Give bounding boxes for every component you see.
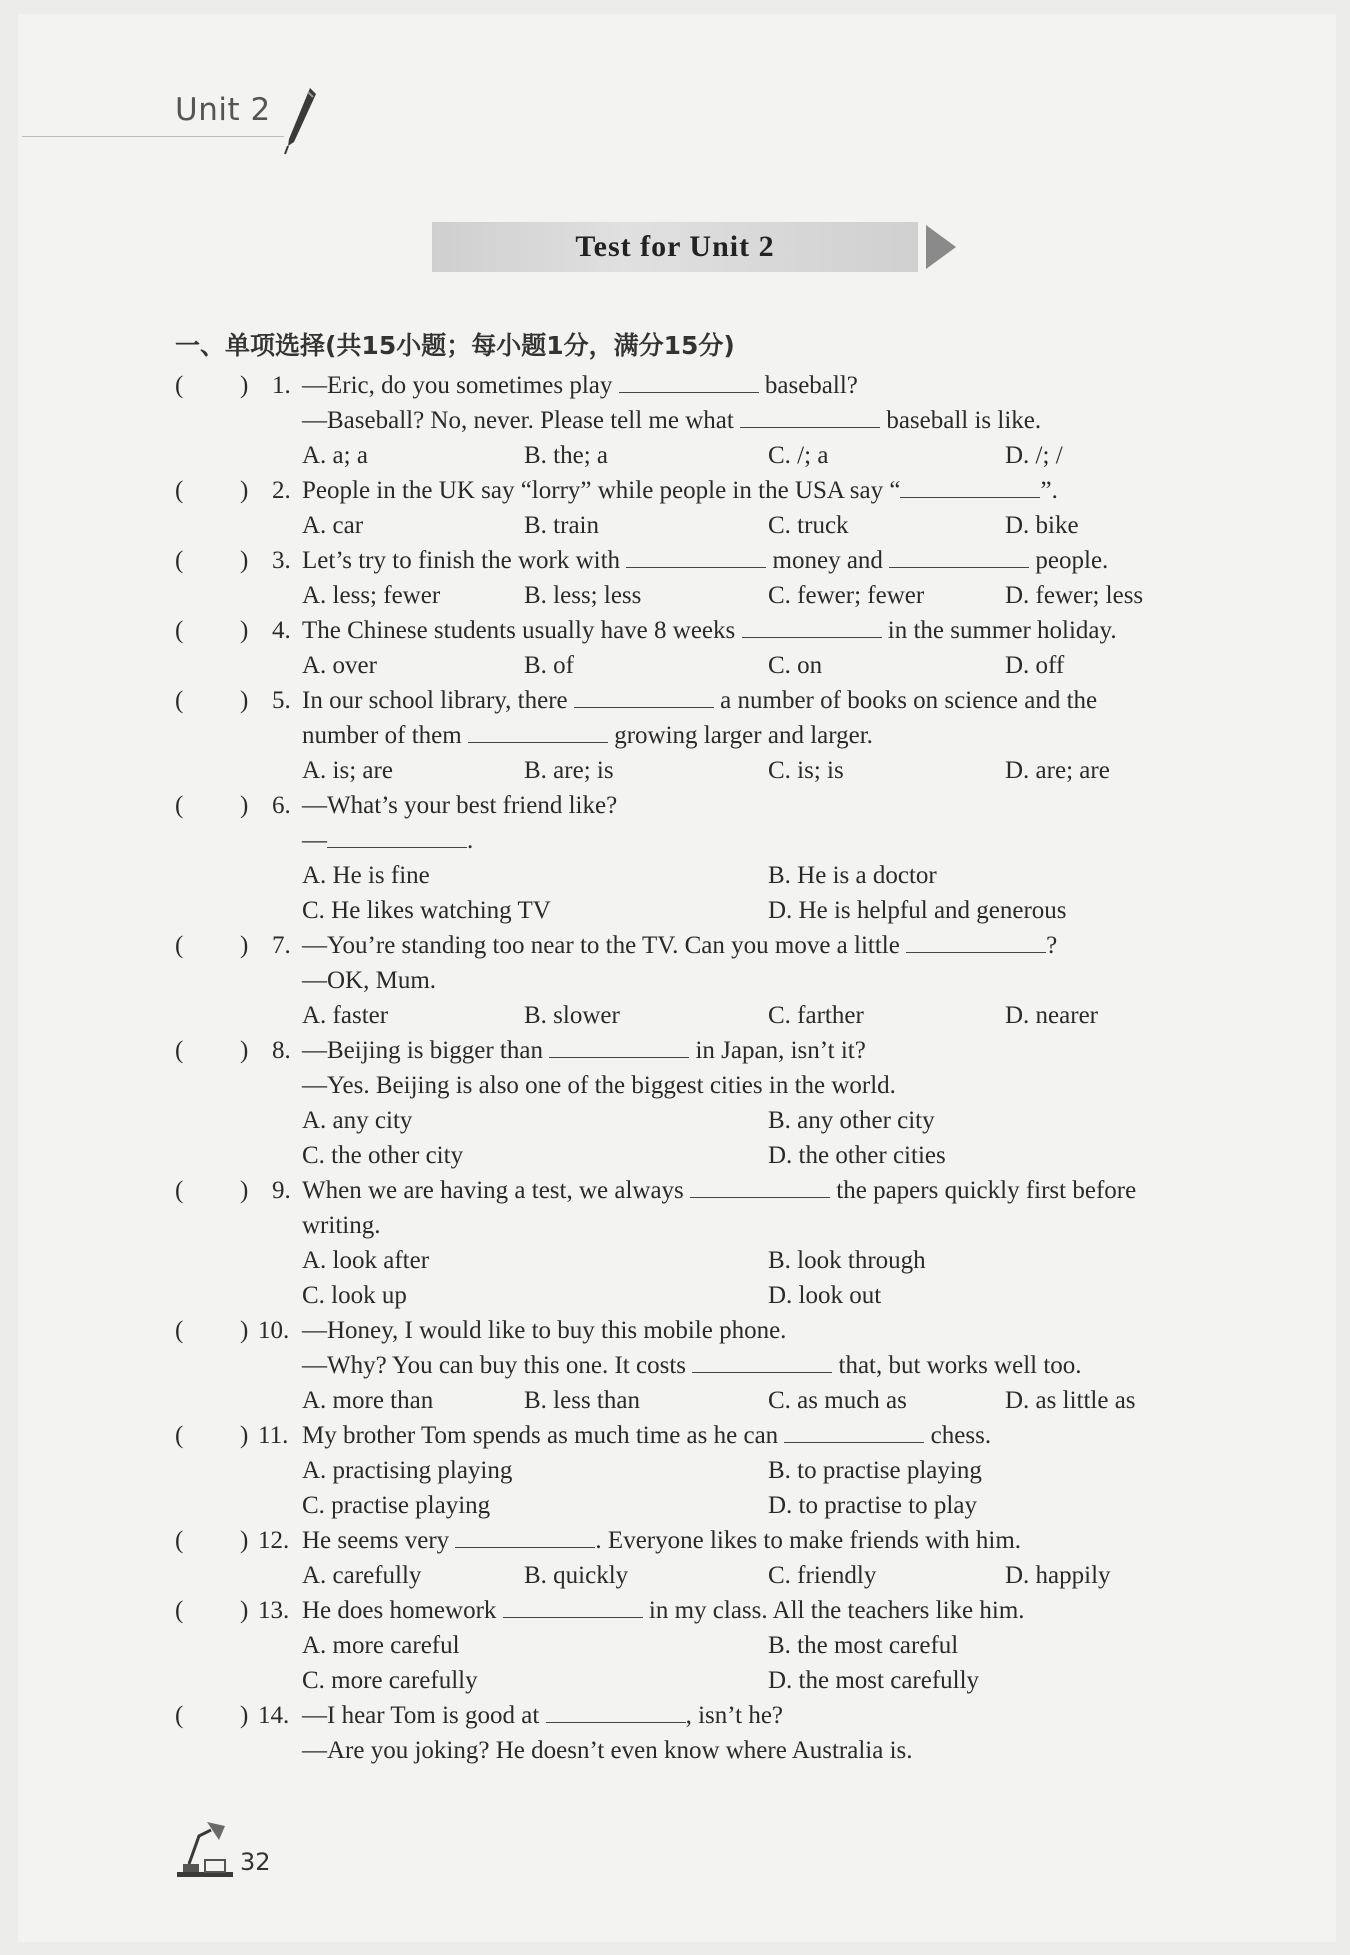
option-a[interactable]: A. a; a [302,442,368,469]
option-a[interactable]: A. practising playing [302,1457,513,1484]
option-c[interactable]: C. farther [768,1002,864,1029]
question-number: 1. [272,372,291,399]
option-a[interactable]: A. more careful [302,1632,460,1659]
question-number: 6. [272,792,291,819]
option-c[interactable]: C. He likes watching TV [302,897,551,924]
option-b[interactable]: B. quickly [524,1562,629,1589]
option-d[interactable]: D. fewer; less [1005,582,1144,609]
answer-blank[interactable] [784,1418,924,1443]
question-text: —Baseball? No, never. Please tell me what baseball is like. [302,403,1041,438]
question-text: —Beijing is bigger than in Japan, isn’t it? [302,1033,866,1068]
option-b[interactable]: B. train [524,512,599,539]
answer-blank[interactable] [690,1173,830,1198]
option-a[interactable]: A. faster [302,1002,389,1029]
option-b[interactable]: B. of [524,652,574,679]
question-text: —I hear Tom is good at , isn’t he? [302,1698,783,1733]
unit-title: Unit 2 [175,92,271,128]
question-number: 8. [272,1037,291,1064]
answer-blank[interactable] [619,368,759,393]
option-a[interactable]: A. car [302,512,364,539]
question-number: 12. [258,1527,290,1554]
option-d[interactable]: D. look out [768,1282,882,1309]
header-rule [22,136,284,137]
option-c[interactable]: C. fewer; fewer [768,582,925,609]
question-text: My brother Tom spends as much time as he can chess. [302,1418,991,1453]
question-text: When we are having a test, we always the papers quickly first before [302,1173,1136,1208]
option-b[interactable]: B. are; is [524,757,614,784]
question-number: 14. [258,1702,290,1729]
answer-blank[interactable] [889,543,1029,568]
option-b[interactable]: B. to practise playing [768,1457,982,1484]
answer-blank[interactable] [549,1033,689,1058]
answer-blank[interactable] [468,718,608,743]
answer-blank[interactable] [503,1593,643,1618]
pen-icon [280,86,320,156]
answer-blank[interactable] [742,613,882,638]
option-d[interactable]: D. /; / [1005,442,1063,469]
option-b[interactable]: B. less than [524,1387,640,1414]
answer-blank[interactable] [327,823,467,848]
section-heading: 一、单项选择(共15小题；每小题1分，满分15分) [175,331,735,360]
desk-lamp-icon [175,1818,237,1880]
option-a[interactable]: A. over [302,652,377,679]
question-text: In our school library, there a number of books on science and the [302,683,1097,718]
question-text: —Yes. Beijing is also one of the biggest cities in the world. [302,1072,896,1099]
answer-blank[interactable] [626,543,766,568]
option-c[interactable]: C. more carefully [302,1667,478,1694]
question-number: 3. [272,547,291,574]
option-a[interactable]: A. is; are [302,757,393,784]
option-c[interactable]: C. truck [768,512,849,539]
option-c[interactable]: C. look up [302,1282,407,1309]
option-b[interactable]: B. the most careful [768,1632,959,1659]
test-title: Test for Unit 2 [575,230,775,263]
question-text: —What’s your best friend like? [302,792,618,819]
answer-blank[interactable] [546,1698,686,1723]
question-text: writing. [302,1212,381,1239]
question-text: —OK, Mum. [302,967,437,994]
question-number: 13. [258,1597,290,1624]
question-number: 5. [272,687,291,714]
option-d[interactable]: D. the most carefully [768,1667,980,1694]
question-number: 9. [272,1177,291,1204]
option-d[interactable]: D. off [1005,652,1065,679]
option-b[interactable]: B. He is a doctor [768,862,937,889]
option-c[interactable]: C. practise playing [302,1492,491,1519]
question-text: People in the UK say “lorry” while people in the USA say “ ”. [302,473,1058,508]
option-a[interactable]: A. He is fine [302,862,430,889]
question-number: 4. [272,617,291,644]
option-c[interactable]: C. is; is [768,757,844,784]
option-d[interactable]: D. to practise to play [768,1492,977,1519]
question-text: — . [302,823,473,858]
question-number: 10. [258,1317,290,1344]
answer-blank[interactable] [692,1348,832,1373]
option-a[interactable]: A. carefully [302,1562,422,1589]
question-text: —Why? You can buy this one. It costs that, but works well too. [302,1348,1082,1383]
question-text: —Are you joking? He doesn’t even know where Australia is. [302,1737,913,1764]
question-text: He seems very . Everyone likes to make friends with him. [302,1523,1021,1558]
question-number: 7. [272,932,291,959]
option-b[interactable]: B. any other city [768,1107,935,1134]
option-b[interactable]: B. the; a [524,442,609,469]
option-d[interactable]: D. as little as [1005,1387,1136,1414]
question-text: He does homework in my class. All the teachers like him. [302,1593,1025,1628]
answer-blank[interactable] [900,473,1040,498]
option-d[interactable]: D. are; are [1005,757,1110,784]
option-a[interactable]: A. look after [302,1247,430,1274]
option-c[interactable]: C. as much as [768,1387,907,1414]
question-text: Let’s try to finish the work with money and people. [302,543,1108,578]
option-d[interactable]: D. He is helpful and generous [768,897,1067,924]
option-d[interactable]: D. happily [1005,1562,1111,1589]
option-d[interactable]: D. the other cities [768,1142,946,1169]
question-number: 11. [258,1422,289,1449]
option-a[interactable]: A. more than [302,1387,434,1414]
question-number: 2. [272,477,291,504]
answer-blank[interactable] [574,683,714,708]
option-d[interactable]: D. bike [1005,512,1079,539]
question-text: —Honey, I would like to buy this mobile phone. [302,1317,787,1344]
answer-blank[interactable] [740,403,880,428]
option-a[interactable]: A. any city [302,1107,413,1134]
option-d[interactable]: D. nearer [1005,1002,1098,1029]
option-a[interactable]: A. less; fewer [302,582,441,609]
question-text: The Chinese students usually have 8 weeks in the summer holiday. [302,613,1117,648]
question-text: —Eric, do you sometimes play baseball? [302,368,858,403]
question-text: number of them growing larger and larger. [302,718,873,753]
answer-blank[interactable] [906,928,1046,953]
answer-blank[interactable] [455,1523,595,1548]
page-sheet [18,14,1336,1942]
option-b[interactable]: B. less; less [524,582,642,609]
option-b[interactable]: B. look through [768,1247,926,1274]
question-text: —You’re standing too near to the TV. Can you move a little ? [302,928,1057,963]
unit-header [175,92,271,128]
test-title-banner [432,222,918,272]
option-c[interactable]: C. /; a [768,442,829,469]
option-b[interactable]: B. slower [524,1002,620,1029]
option-c[interactable]: C. on [768,652,823,679]
option-c[interactable]: C. friendly [768,1562,877,1589]
banner-arrow-icon [926,225,956,269]
page-number: 32 [240,1848,271,1876]
option-c[interactable]: C. the other city [302,1142,464,1169]
